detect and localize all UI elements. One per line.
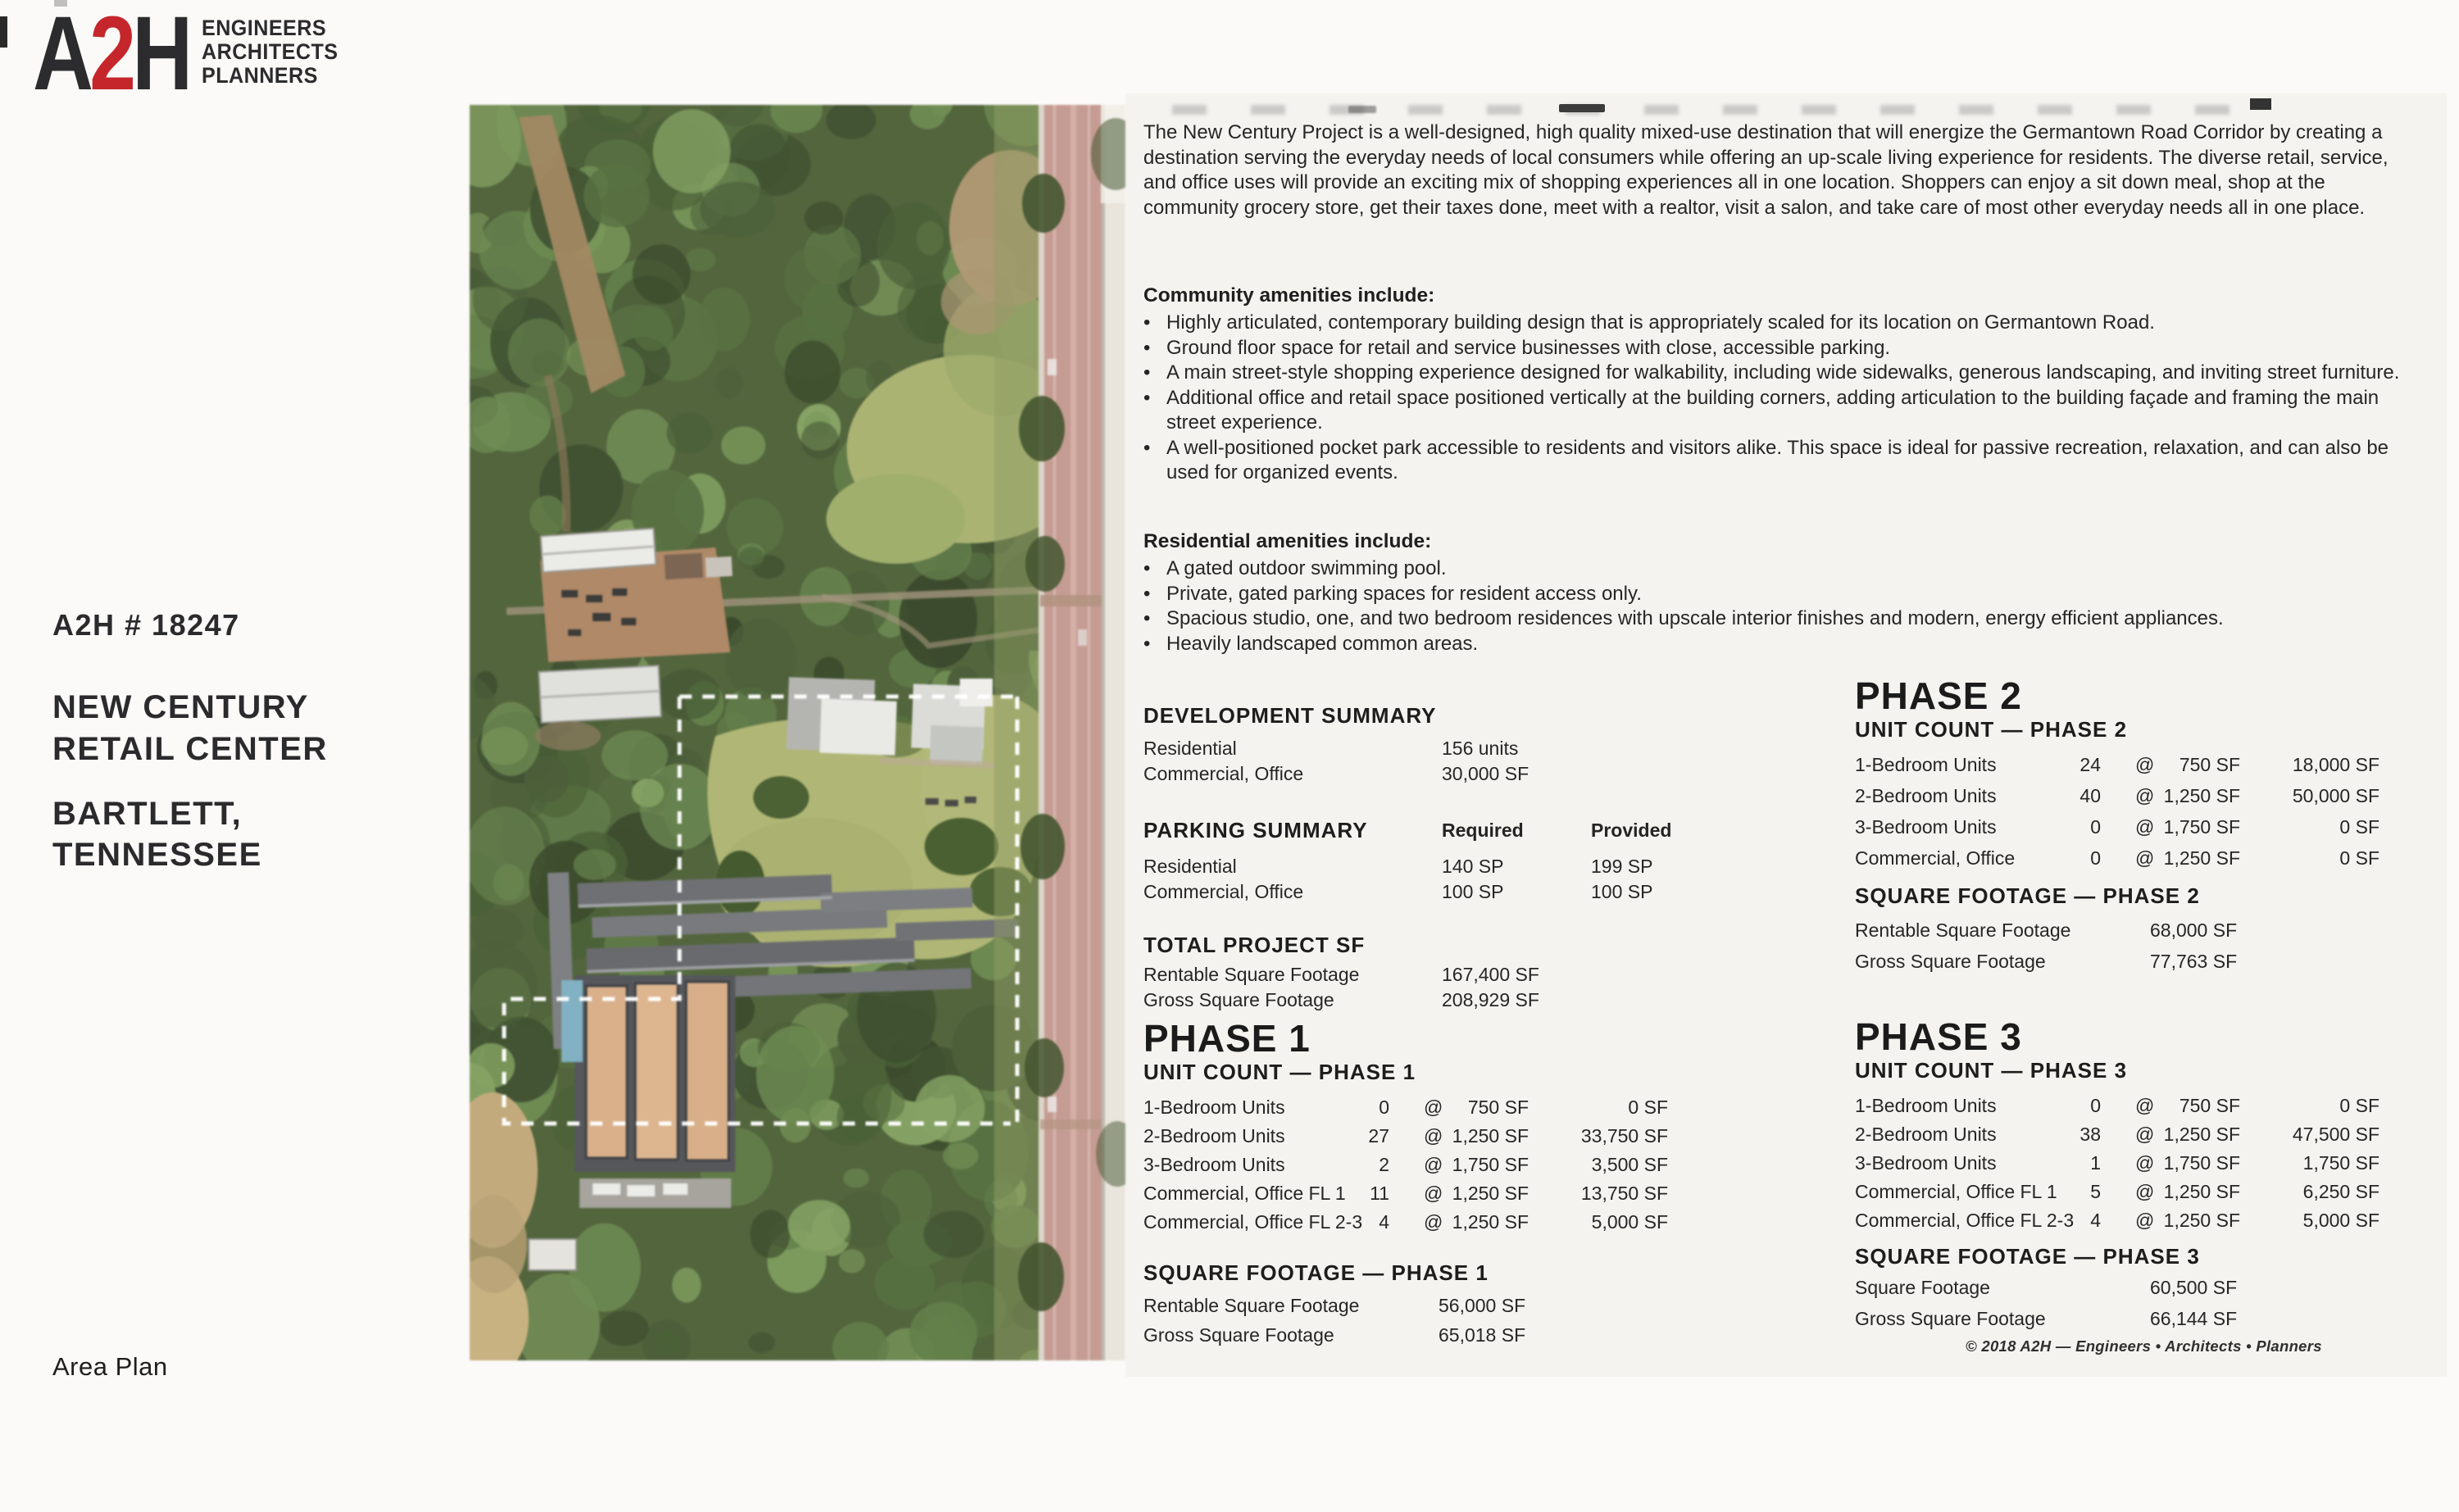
row-total-sf: 3,500 SF xyxy=(1591,1154,1668,1175)
row-value: 167,400 SF xyxy=(1442,964,1539,985)
table-row xyxy=(1855,1277,2437,1308)
row-value: 30,000 SF xyxy=(1442,763,1529,784)
row-unit-size: 750 SF xyxy=(2179,754,2240,775)
row-required: 100 SP xyxy=(1442,881,1504,902)
row-label: Commercial, Office xyxy=(1143,763,1304,784)
row-unit-size: 1,750 SF xyxy=(2163,1152,2240,1174)
at-symbol: @ xyxy=(1424,1183,1443,1204)
bullet-text: Spacious studio, one, and two bedroom residences with upscale interior finishes and modern, energy efficient appliances. xyxy=(1166,607,2224,629)
row-label: Commercial, Office FL 1 xyxy=(1855,1181,2057,1202)
row-count: 11 xyxy=(1370,1183,1389,1204)
project-name-line2: RETAIL CENTER xyxy=(52,730,328,767)
row-label: Square Footage xyxy=(1855,1277,1990,1298)
table-row xyxy=(1855,816,2437,847)
row-label: 2-Bedroom Units xyxy=(1143,1125,1285,1146)
row-provided: 100 SP xyxy=(1591,881,1653,902)
row-unit-size: 1,250 SF xyxy=(1452,1211,1529,1233)
row-count: 40 xyxy=(2079,785,2101,806)
row-total-sf: 0 SF xyxy=(1628,1097,1668,1118)
bullet-icon: • xyxy=(1143,632,1151,655)
phase3-unit-table xyxy=(1855,1095,2437,1238)
row-value: 66,144 SF xyxy=(2150,1308,2238,1329)
row-total-sf: 0 SF xyxy=(2339,816,2379,838)
at-symbol: @ xyxy=(1424,1211,1443,1233)
bullet-text: Highly articulated, contemporary building design that is appropriately scaled for its location on Germantown Road. xyxy=(1166,311,2155,334)
table-row xyxy=(1143,964,1725,989)
phase1-sf-table xyxy=(1143,1295,1725,1354)
row-count: 4 xyxy=(2090,1210,2101,1231)
at-symbol: @ xyxy=(2135,1124,2155,1145)
bullet-icon: • xyxy=(1143,557,1151,579)
table-row xyxy=(1143,1097,1725,1125)
row-total-sf: 0 SF xyxy=(2339,847,2379,869)
table-row xyxy=(1855,1124,2437,1152)
row-label: Rentable Square Footage xyxy=(1855,919,2071,941)
project-number: A2H # 18247 xyxy=(52,608,240,642)
project-city: BARTLETT, xyxy=(52,795,243,832)
phase3-title: PHASE 3 xyxy=(1855,1015,2022,1058)
table-row xyxy=(1143,1154,1725,1183)
row-label: 2-Bedroom Units xyxy=(1855,785,1997,806)
at-symbol: @ xyxy=(2135,754,2155,775)
row-label: 3-Bedroom Units xyxy=(1143,1154,1285,1175)
row-unit-size: 1,750 SF xyxy=(1452,1154,1529,1175)
row-label: Commercial, Office FL 2-3 xyxy=(1143,1211,1363,1233)
row-label: 2-Bedroom Units xyxy=(1855,1124,1997,1145)
table-row xyxy=(1143,1125,1725,1154)
list-item xyxy=(1143,632,2427,657)
row-count: 0 xyxy=(1379,1097,1389,1118)
row-total-sf: 6,250 SF xyxy=(2302,1181,2379,1202)
a2h-logo xyxy=(33,0,348,112)
list-item xyxy=(1143,386,2427,436)
logo-letter-h: H xyxy=(132,0,189,112)
row-label: 3-Bedroom Units xyxy=(1855,1152,1997,1174)
column-header-provided: Provided xyxy=(1591,820,1672,841)
bullet-text: A main street-style shopping experience designed for walkability, including wide sidewalks, generous landscaping, and inviting street furniture. xyxy=(1166,361,2400,384)
row-total-sf: 18,000 SF xyxy=(2292,754,2379,775)
table-row xyxy=(1143,1324,1725,1354)
at-symbol: @ xyxy=(2135,816,2155,838)
table-row xyxy=(1143,989,1725,1015)
residential-amenities-list xyxy=(1143,556,2427,656)
project-name xyxy=(52,687,328,770)
logo-tagline xyxy=(202,16,338,88)
table-row xyxy=(1143,1211,1725,1240)
row-unit-size: 1,750 SF xyxy=(2163,816,2240,838)
at-symbol: @ xyxy=(2135,1210,2155,1231)
row-count: 4 xyxy=(1379,1211,1389,1233)
logo-tagline-line: ENGINEERS xyxy=(202,16,327,40)
sheet-title: Area Plan xyxy=(52,1352,168,1381)
row-count: 27 xyxy=(1368,1125,1389,1146)
row-total-sf: 33,750 SF xyxy=(1580,1125,1668,1146)
bullet-icon: • xyxy=(1143,311,1151,334)
row-unit-size: 1,250 SF xyxy=(2163,1124,2240,1145)
row-unit-size: 750 SF xyxy=(1467,1097,1529,1118)
row-label: Rentable Square Footage xyxy=(1143,1295,1360,1316)
row-label: Gross Square Footage xyxy=(1855,1308,2046,1329)
copyright-line: © 2018 A2H — Engineers • Architects • Planners xyxy=(1966,1337,2322,1355)
row-label: Residential xyxy=(1143,856,1237,877)
row-label: Commercial, Office FL 2-3 xyxy=(1855,1210,2075,1231)
community-amenities-list xyxy=(1143,311,2427,486)
table-row xyxy=(1855,951,2437,982)
row-total-sf: 1,750 SF xyxy=(2302,1152,2379,1174)
row-count: 0 xyxy=(2090,1095,2101,1116)
parking-summary-table xyxy=(1143,856,1725,906)
scan-artifact xyxy=(1348,106,1376,113)
row-value: 56,000 SF xyxy=(1439,1295,1526,1316)
row-label: 1-Bedroom Units xyxy=(1143,1097,1285,1118)
phase1-sf-heading: SQUARE FOOTAGE — PHASE 1 xyxy=(1143,1260,1489,1285)
table-row xyxy=(1143,881,1725,906)
row-label: Residential xyxy=(1143,738,1237,759)
community-amenities-heading: Community amenities include: xyxy=(1143,284,1435,306)
bullet-text: Heavily landscaped common areas. xyxy=(1166,632,1479,655)
row-label: Commercial, Office xyxy=(1855,847,2016,869)
phase1-unit-table xyxy=(1143,1097,1725,1240)
scan-ghost-text xyxy=(1172,105,2262,115)
total-project-table xyxy=(1143,964,1725,1015)
table-row xyxy=(1143,1295,1725,1324)
residential-amenities-heading: Residential amenities include: xyxy=(1143,530,1432,552)
bullet-icon: • xyxy=(1143,361,1151,384)
phase3-sf-heading: SQUARE FOOTAGE — PHASE 3 xyxy=(1855,1244,2200,1269)
list-item xyxy=(1143,556,2427,582)
row-unit-size: 750 SF xyxy=(2179,1095,2240,1116)
project-description: The New Century Project is a well-designed, high quality mixed-use destination that will energize the Germantown Road Corridor by creating a destination serving the everyday needs of local consumers while offering an up-scale living experience for residents. The diverse retail, service, and office uses will provide an exciting mix of shopping experiences all in one location. Shoppers can enjoy a sit down meal, shop at the community grocery store, get their taxes done, meet with a realtor, visit a salon, and take care of most other everyday needs all in one place. xyxy=(1143,121,2389,219)
phase2-sf-heading: SQUARE FOOTAGE — PHASE 2 xyxy=(1855,883,2200,908)
row-count: 2 xyxy=(1379,1154,1389,1175)
row-label: 1-Bedroom Units xyxy=(1855,1095,1997,1116)
row-unit-size: 1,250 SF xyxy=(2163,847,2240,869)
row-value: 60,500 SF xyxy=(2150,1277,2238,1298)
bullet-text: Additional office and retail space positioned vertically at the building corners, adding articulation to the building façade and framing the main street experience. xyxy=(1166,386,2379,434)
bullet-text: Ground floor space for retail and service businesses with close, accessible parking. xyxy=(1166,336,1891,359)
table-row xyxy=(1855,847,2437,879)
row-label: 3-Bedroom Units xyxy=(1855,816,1997,838)
scan-artifact xyxy=(0,16,7,48)
bullet-text: Private, gated parking spaces for resident access only. xyxy=(1166,582,1642,605)
row-value: 77,763 SF xyxy=(2150,951,2238,972)
column-header-required: Required xyxy=(1442,820,1524,841)
row-unit-size: 1,250 SF xyxy=(2163,785,2240,806)
row-value: 156 units xyxy=(1442,738,1519,759)
list-item xyxy=(1143,336,2427,361)
list-item xyxy=(1143,361,2427,386)
phase3-unit-count-heading: UNIT COUNT — PHASE 3 xyxy=(1855,1058,2128,1083)
development-summary-heading: DEVELOPMENT SUMMARY xyxy=(1143,703,1437,728)
list-item xyxy=(1143,436,2427,486)
bullet-text: A well-positioned pocket park accessible to residents and visitors alike. This space is ideal for passive recreation, relaxation, and can also be used for organized events. xyxy=(1166,436,2389,484)
bullet-icon: • xyxy=(1143,386,1151,409)
phase2-unit-count-heading: UNIT COUNT — PHASE 2 xyxy=(1855,717,2128,742)
at-symbol: @ xyxy=(1424,1125,1443,1146)
table-row xyxy=(1855,1181,2437,1210)
aerial-photo-graphic xyxy=(470,105,1125,1360)
row-total-sf: 47,500 SF xyxy=(2292,1124,2379,1145)
logo-tagline-line: PLANNERS xyxy=(202,63,318,89)
row-count: 38 xyxy=(2079,1124,2101,1145)
row-label: 1-Bedroom Units xyxy=(1855,754,1997,775)
row-provided: 199 SP xyxy=(1591,856,1653,877)
bullet-icon: • xyxy=(1143,582,1151,605)
row-label: Gross Square Footage xyxy=(1143,1324,1334,1346)
phase3-sf-table xyxy=(1855,1277,2437,1339)
list-item xyxy=(1143,311,2427,336)
table-row xyxy=(1143,1183,1725,1211)
phase2-title: PHASE 2 xyxy=(1855,674,2022,717)
aerial-photo xyxy=(470,105,1125,1360)
row-label: Gross Square Footage xyxy=(1143,989,1334,1010)
bullet-icon: • xyxy=(1143,607,1151,629)
table-row xyxy=(1855,919,2437,951)
table-row xyxy=(1855,1152,2437,1181)
table-row xyxy=(1143,856,1725,881)
project-state: TENNESSEE xyxy=(52,837,262,874)
row-unit-size: 1,250 SF xyxy=(1452,1125,1529,1146)
row-count: 0 xyxy=(2090,847,2101,869)
scan-artifact xyxy=(1559,104,1605,112)
logo-digit-2: 2 xyxy=(89,0,133,112)
row-count: 1 xyxy=(2090,1152,2101,1174)
list-item xyxy=(1143,606,2427,632)
table-row xyxy=(1143,763,1725,788)
row-total-sf: 5,000 SF xyxy=(2302,1210,2379,1231)
bullet-text: A gated outdoor swimming pool. xyxy=(1166,557,1447,579)
table-row xyxy=(1855,1095,2437,1124)
project-location xyxy=(52,793,328,877)
table-row xyxy=(1855,785,2437,816)
row-value: 68,000 SF xyxy=(2150,919,2238,941)
at-symbol: @ xyxy=(1424,1097,1443,1118)
at-symbol: @ xyxy=(2135,1181,2155,1202)
row-total-sf: 13,750 SF xyxy=(1580,1183,1668,1204)
bullet-icon: • xyxy=(1143,436,1151,459)
phase2-sf-table xyxy=(1855,919,2437,982)
at-symbol: @ xyxy=(2135,847,2155,869)
phase1-unit-count-heading: UNIT COUNT — PHASE 1 xyxy=(1143,1060,1416,1084)
phase2-unit-table xyxy=(1855,754,2437,879)
row-count: 24 xyxy=(2079,754,2101,775)
table-row xyxy=(1855,1210,2437,1238)
at-symbol: @ xyxy=(2135,1152,2155,1174)
development-summary-table xyxy=(1143,738,1725,788)
row-count: 5 xyxy=(2090,1181,2101,1202)
phase1-title: PHASE 1 xyxy=(1143,1017,1311,1060)
row-label: Commercial, Office FL 1 xyxy=(1143,1183,1346,1204)
row-label: Commercial, Office xyxy=(1143,881,1304,902)
row-value: 208,929 SF xyxy=(1442,989,1539,1010)
table-row xyxy=(1855,1308,2437,1339)
a2h-logo-wordmark xyxy=(33,0,189,112)
project-id-block xyxy=(52,608,328,876)
scan-artifact xyxy=(2250,98,2271,110)
project-name-line1: NEW CENTURY xyxy=(52,689,309,725)
row-total-sf: 0 SF xyxy=(2339,1095,2379,1116)
table-row xyxy=(1143,738,1725,763)
total-project-heading: TOTAL PROJECT SF xyxy=(1143,933,1366,957)
logo-tagline-line: ARCHITECTS xyxy=(202,39,339,65)
list-item xyxy=(1143,582,2427,607)
at-symbol: @ xyxy=(2135,1095,2155,1116)
logo-letter-a: A xyxy=(33,0,90,112)
row-total-sf: 50,000 SF xyxy=(2292,785,2379,806)
row-total-sf: 5,000 SF xyxy=(1591,1211,1668,1233)
table-row xyxy=(1855,754,2437,785)
at-symbol: @ xyxy=(2135,785,2155,806)
row-unit-size: 1,250 SF xyxy=(1452,1183,1529,1204)
at-symbol: @ xyxy=(1424,1154,1443,1175)
row-value: 65,018 SF xyxy=(1439,1324,1526,1346)
bullet-icon: • xyxy=(1143,336,1151,359)
parking-summary-heading: PARKING SUMMARY Required Provided xyxy=(1143,818,1672,842)
row-required: 140 SP xyxy=(1442,856,1504,877)
row-label: Gross Square Footage xyxy=(1855,951,2046,972)
row-unit-size: 1,250 SF xyxy=(2163,1210,2240,1231)
row-unit-size: 1,250 SF xyxy=(2163,1181,2240,1202)
row-label: Rentable Square Footage xyxy=(1143,964,1360,985)
row-count: 0 xyxy=(2090,816,2101,838)
